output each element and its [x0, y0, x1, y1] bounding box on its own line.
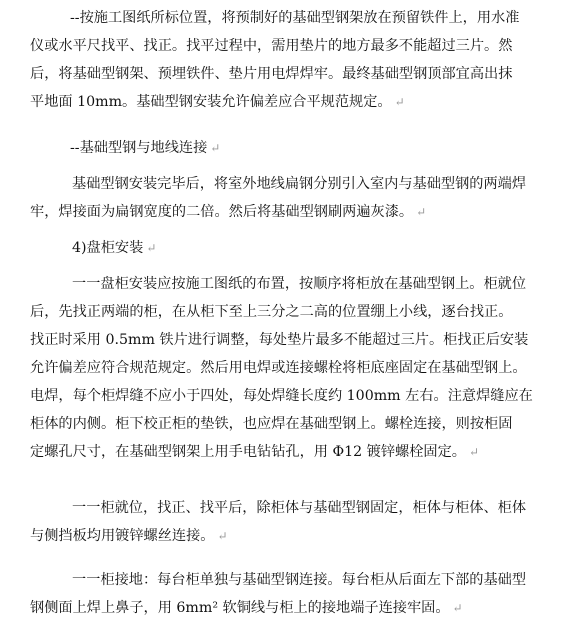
paragraph-7: [30, 566, 566, 622]
paragraph-mark: ↵: [416, 205, 427, 219]
paragraph-6: [30, 494, 566, 550]
paragraph-mark: ↵: [146, 241, 157, 255]
text-line: 平地面 10mm。基础型钢安装允许偏差应合平规范规定。: [30, 94, 392, 110]
paragraph-3: [30, 170, 566, 226]
text-line: 后，先找正两端的柜，在从柜下至上三分之二高的位置绷上小线，逐台找正。: [30, 304, 513, 320]
text-line: 柜体的内侧。柜下校正柜的垫铁，也应焊在基础型钢上。螺栓连接，则按柜固: [30, 416, 513, 432]
paragraph-1: [30, 4, 566, 116]
text-line: 基础型钢安装完毕后，将室外地线扁钢分别引入室内与基础型钢的两端焊: [72, 176, 527, 192]
text-line: 一一盘柜安装应按施工图纸的布置，按顺序将柜放在基础型钢上。柜就位: [72, 276, 527, 292]
paragraph-mark: ↵: [210, 141, 221, 155]
text-line: 仪或水平尺找平、找正。找平过程中，需用垫片的地方最多不能超过三片。然: [30, 38, 513, 54]
text-line: 定螺孔尺寸，在基础型钢架上用手电钻钻孔，用 Φ12 镀锌螺栓固定。: [30, 444, 466, 460]
paragraph-mark: ↵: [394, 95, 405, 109]
text-line: 钢侧面上焊上鼻子，用 6mm² 软铜线与柜上的接地端子连接牢固。: [30, 600, 450, 616]
text-line: 与侧挡板均用镀锌螺丝连接。: [30, 528, 215, 544]
text-line: 牢，焊接面为扁钢宽度的二倍。然后将基础型钢刷两遍灰漆。: [30, 204, 414, 220]
text-line: 一一柜接地：每台柜单独与基础型钢连接。每台柜从后面左下部的基础型: [72, 572, 527, 588]
paragraph-mark: ↵: [217, 529, 228, 543]
text-line: 电焊，每个柜焊缝不应小于四处，每处焊缝长度约 100mm 左右。注意焊缝应在: [30, 388, 533, 404]
text-line: --按施工图纸所标位置，将预制好的基础型钢架放在预留铁件上，用水准: [70, 10, 520, 26]
paragraph-mark: ↵: [468, 445, 480, 459]
text-line: 一一柜就位，找正、找平后，除柜体与基础型钢固定，柜体与柜体、柜体: [72, 500, 527, 516]
text-line: 后，将基础型钢架、预埋铁件、垫片用电焊焊牢。最终基础型钢顶部宜高出抹: [30, 66, 513, 82]
paragraph-5: [30, 270, 566, 466]
paragraph-4: [44, 234, 566, 262]
paragraph-2: [44, 134, 566, 162]
text-line: 找正时采用 0.5mm 铁片进行调整，每处垫片最多不能超过三片。柜找正后安装: [30, 332, 529, 348]
section-heading: --基础型钢与地线连接: [70, 140, 208, 156]
paragraph-mark: ↵: [452, 601, 463, 615]
text-line: 允许偏差应符合规范规定。然后用电焊或连接螺栓将柜底座固定在基础型钢上。: [30, 360, 527, 376]
section-heading: 4)盘柜安装: [72, 240, 144, 256]
